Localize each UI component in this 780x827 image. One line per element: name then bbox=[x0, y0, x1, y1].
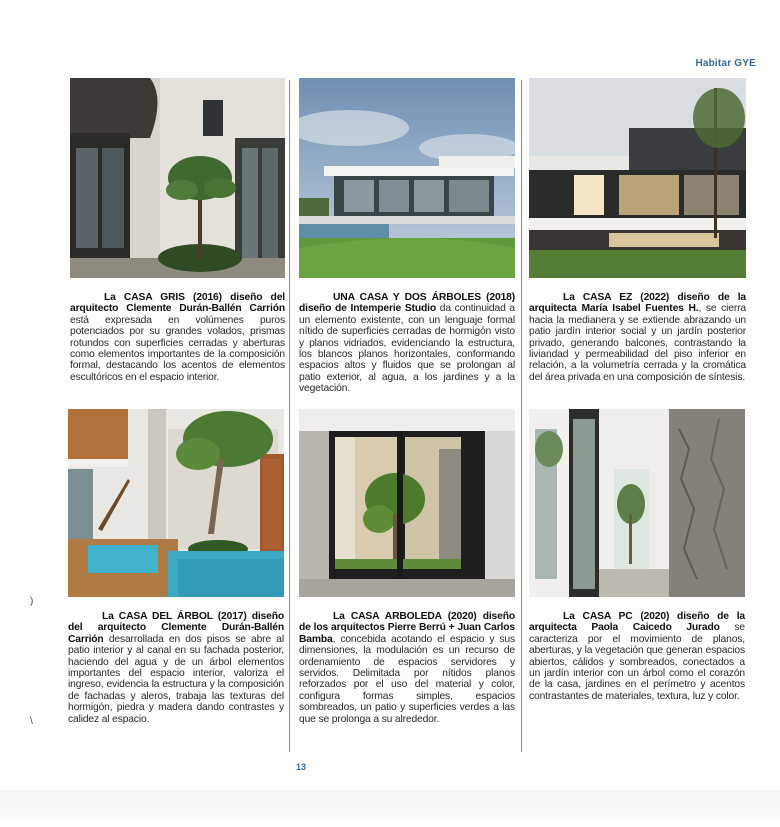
caption-title: La CASA EZ (2022) diseño de la arquitecta bbox=[529, 292, 746, 315]
project-card-casa-arboleda bbox=[299, 409, 515, 725]
caption-una-casa bbox=[299, 292, 515, 395]
project-card-una-casa-y-dos-arboles bbox=[299, 78, 515, 395]
photo-casa-gris bbox=[70, 78, 285, 278]
caption-author: Clemente Durán-Ballén Carrión bbox=[126, 303, 285, 315]
project-card-casa-ez bbox=[529, 78, 746, 383]
project-card-casa-gris bbox=[70, 78, 285, 383]
caption-title: UNA CASA Y DOS ÁRBOLES (2018) diseño de bbox=[299, 292, 515, 315]
caption-casa-ez bbox=[529, 292, 746, 383]
photo-una-casa bbox=[299, 78, 515, 278]
caption-title: La CASA GRIS (2016) diseño del arquitecto bbox=[70, 292, 285, 315]
project-card-casa-pc bbox=[529, 409, 745, 702]
photo-casa-pc bbox=[529, 409, 745, 597]
caption-casa-arboleda bbox=[299, 611, 515, 725]
project-card-casa-del-arbol bbox=[68, 409, 284, 725]
page-number: 13 bbox=[296, 762, 307, 772]
caption-author: Paola Caicedo Jurado bbox=[591, 622, 720, 634]
margin-mark: \ bbox=[30, 716, 33, 727]
caption-casa-del-arbol bbox=[68, 611, 284, 725]
running-header: Habitar GYE bbox=[695, 58, 756, 69]
caption-text: está expresada en volúmenes puros potenciados por su grandes volados, prismas rotundos con superficies cerradas y aberturas como elementos importantes de la composición formal, destacando los acentos de elementos escultóricos en el espacio interior. bbox=[70, 314, 285, 383]
caption-text: , se cierra hacia la medianera y se extiende abrazando un patio jardín interior social y un jardín posterior privado, generando balcones, contrastando la liviandad y permeabilidad del piso inferior en relación, a la volumetría cerrada y la cromática del área privada en una composición de síntesis. bbox=[529, 303, 746, 383]
caption-author: Clemente Durán-Ballén Carrión bbox=[68, 622, 284, 645]
caption-text: se caracteriza por el movimiento de planos, aberturas, y la vegetación que generan espacios abiertos, cálidos y sombreados, conectados a un jardín interior con un árbol como el corazón de la casa, jardines en el perímetro y acentos contrastantes de materiales, textura, luz y color. bbox=[529, 622, 745, 702]
column-divider bbox=[289, 80, 290, 752]
caption-author: María Isabel Fuentes H. bbox=[581, 303, 699, 315]
caption-casa-pc bbox=[529, 611, 745, 702]
caption-title: La CASA ARBOLEDA (2020) diseño de los arquitectos bbox=[299, 611, 515, 634]
caption-text: , concebida acotando el espacio y sus dimensiones, la modulación es un recurso de ordenamiento de espacios servidores y servidos. Delimitada por nítidos planos reforzados por el uso del material y color, configura formas simples, espacios sombreados, un patio y superficies verdes a las que se prolonga a su alrededor. bbox=[299, 633, 515, 725]
caption-title: La CASA DEL ÁRBOL (2017) diseño del arquitecto bbox=[68, 611, 284, 634]
margin-mark: ) bbox=[30, 596, 34, 607]
caption-text: da continuidad a un elemento existente, con un lenguaje formal nítido de superficies cerradas de hormigón visto y planos vidriados, evidenciando la estructura, los blancos planos horizontales, conformando espacios altos y fluidos que se prolongan al patio exterior, al agua, a los jardines y a la vegetación. bbox=[299, 303, 515, 395]
photo-casa-del-arbol bbox=[68, 409, 284, 597]
caption-title: La CASA PC (2020) diseño de la arquitecta bbox=[529, 611, 745, 634]
page-bottom-edge bbox=[0, 790, 780, 827]
column-divider bbox=[521, 80, 522, 752]
caption-text: desarrollada en dos pisos se abre al patio interior y al canal en su fachada posterior, haciendo del agua y de un árbol elementos importantes del espacio interior, valoriza el ingreso, evidencia la estructura y la composición de fachadas y aleros, trabaja las texturas del hormigón, piedra y madera dando contrastes y calidez al espacio. bbox=[68, 633, 284, 725]
caption-casa-gris bbox=[70, 292, 285, 383]
caption-author: Intemperie Studio bbox=[350, 303, 436, 315]
photo-casa-ez bbox=[529, 78, 746, 278]
caption-author: Pierre Berrú + Juan Carlos Bamba bbox=[299, 622, 515, 645]
photo-casa-arboleda bbox=[299, 409, 515, 597]
